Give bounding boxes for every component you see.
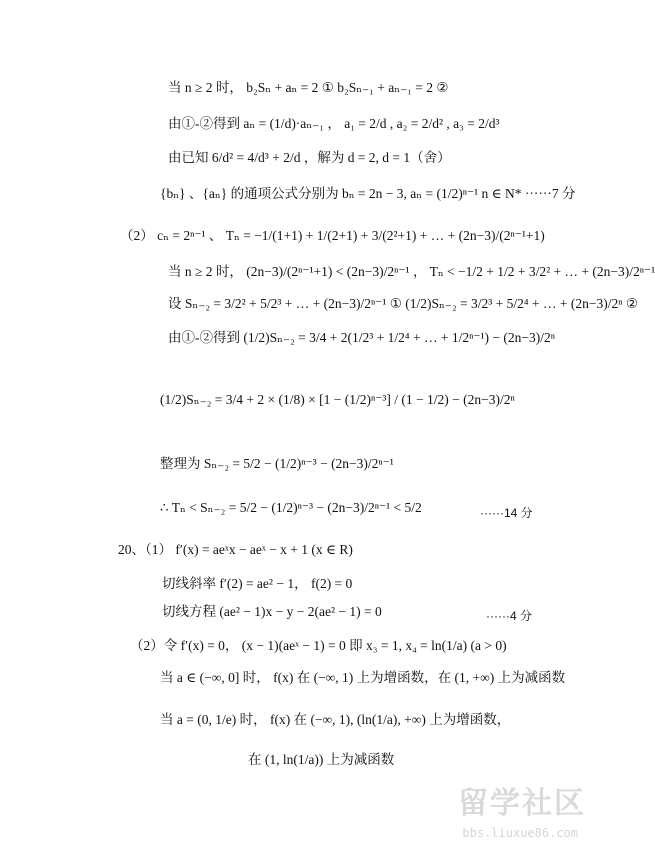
line-9: (1/2)Sₙ₋₂ = 3/4 + 2 × (1/8) × [1 − (1/2)ⁿ⁻³] / (1 − 1/2) − (2n−3)/2ⁿ xyxy=(160,392,515,407)
line-6: 当 n ≥ 2 时， (2n−3)/(2ⁿ⁻¹+1) < (2n−3)/2ⁿ⁻¹ ， Tₙ < −1/2 + 1/2 + 3/2² + … + (2n−3)/2ⁿ⁻¹ xyxy=(168,264,655,279)
line-7: 设 Sₙ₋₂ = 3/2² + 5/2³ + … + (2n−3)/2ⁿ⁻¹ ① (1/2)Sₙ₋₂ = 3/2³ + 5/2⁴ + … + (2n−3)/2ⁿ ② xyxy=(168,296,638,311)
line-3: 由已知 6/d² = 4/d³ + 2/d ，解为 d = 2, d = 1（舍） xyxy=(168,150,451,165)
line-17: 当 a = (0, 1/e) 时， f(x) 在 (−∞, 1), (ln(1/a), +∞) 上为增函数， xyxy=(160,712,511,727)
line-2: 由①-②得到 aₙ = (1/d)·aₙ₋₁ ， a₁ = 2/d , a₂ = 2/d² , a₃ = 2/d³ xyxy=(168,116,500,131)
line-18: 在 (1, ln(1/a)) 上为减函数 xyxy=(248,752,395,767)
watermark-logo: 留学社区 xyxy=(458,786,586,821)
watermark-url: bbs.liuxue86.com xyxy=(462,826,578,840)
line-12: 20、（1） f′(x) = aeˣx − aeˣ − x + 1 (x ∈ R) xyxy=(118,542,353,557)
line-5: （2） cₙ = 2ⁿ⁻¹ 、 Tₙ = −1/(1+1) + 1/(2+1) + 3/(2²+1) + … + (2n−3)/(2ⁿ⁻¹+1) xyxy=(120,228,545,243)
line-4: {bₙ} 、{aₙ} 的通项公式分别为 bₙ = 2n − 3, aₙ = (1/2)ⁿ⁻¹ n ∈ N* ······7 分 xyxy=(160,186,576,201)
score-4: ······4 分 xyxy=(486,609,532,623)
line-10: 整理为 Sₙ₋₂ = 5/2 − (1/2)ⁿ⁻³ − (2n−3)/2ⁿ⁻¹ xyxy=(160,456,394,471)
line-13: 切线斜率 f′(2) = ae² − 1， f(2) = 0 xyxy=(162,576,353,591)
line-8: 由①-②得到 (1/2)Sₙ₋₂ = 3/4 + 2(1/2³ + 1/2⁴ + … + 1/2ⁿ⁻¹) − (2n−3)/2ⁿ xyxy=(168,330,556,345)
line-11: ∴ Tₙ < Sₙ₋₂ = 5/2 − (1/2)ⁿ⁻³ − (2n−3)/2ⁿ⁻¹ < 5/2 xyxy=(160,500,422,515)
line-14: 切线方程 (ae² − 1)x − y − 2(ae² − 1) = 0 xyxy=(162,604,382,619)
line-16: 当 a ∈ (−∞, 0] 时， f(x) 在 (−∞, 1) 上为增函数，在 (1, +∞) 上为减函数 xyxy=(160,670,566,685)
line-1: 当 n ≥ 2 时， b₂Sₙ + aₙ = 2 ① b₂Sₙ₋₁ + aₙ₋₁ = 2 ② xyxy=(168,80,449,95)
score-14: ······14 分 xyxy=(480,506,533,520)
line-15: （2）令 f′(x) = 0， (x − 1)(aeˣ − 1) = 0 即 x₃ = 1, x₄ = ln(1/a) (a > 0) xyxy=(130,638,507,653)
